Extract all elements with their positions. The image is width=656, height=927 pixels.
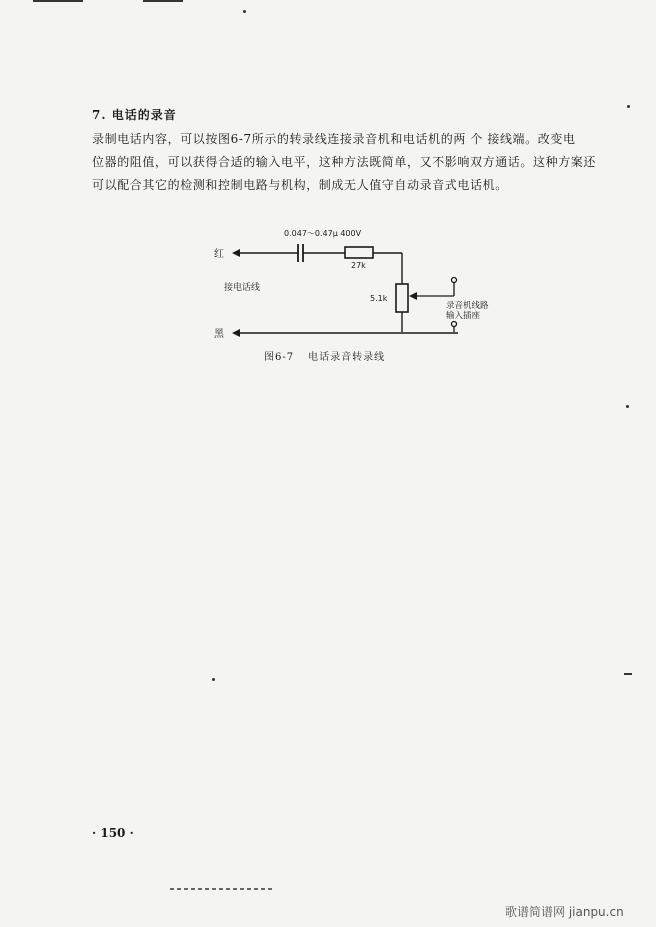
watermark: 歌谱简谱网 jianpu.cn [505,905,624,919]
paragraph-line: 位器的阻值，可以获得合适的输入电平，这种方法既简单，又不影响双方通话。这种方案还 [92,155,597,169]
red-wire-label: 红 [214,249,224,260]
black-wire-label: 黑 [214,329,224,340]
page-number: · 150 · [92,826,134,840]
scan-mark [33,0,83,2]
section-title: 7. 电话的录音 [92,108,177,122]
jack-terminal-icon [452,322,457,327]
footer-scan-noise [170,888,275,890]
phone-line-label: 接电话线 [224,283,261,293]
capacitor-label: 0.047～0.47μ 400V [284,229,362,238]
jack-terminal-icon [452,278,457,283]
scan-mark [143,0,183,2]
scan-dot [243,10,246,13]
potentiometer-symbol [396,284,408,312]
circuit-figure [210,222,510,362]
wiper-arrow-icon [409,292,417,300]
scan-dot [626,405,629,408]
scan-dot [212,678,215,681]
potentiometer-label: 5.1k [370,294,388,303]
figure-caption [264,348,385,363]
paragraph-line: 可以配合其它的检测和控制电路与机构，制成无人值守自动录音式电话机。 [92,178,508,192]
body-paragraph [92,128,597,197]
scan-mark [624,673,632,675]
recorder-label-line2: 输入插座 [446,311,481,321]
circuit-diagram [210,222,510,362]
resistor-label: 27k [351,261,366,270]
paragraph-line: 录制电话内容，可以按图6-7所示的转录线连接录音机和电话机的两 个 接线端。改变电 [92,132,576,146]
caption-title: 电话录音转录线 [308,352,386,363]
recorder-label-line1: 录音机线路 [446,301,489,311]
resistor-symbol [345,247,373,258]
caption-number: 图6-7 [264,352,295,363]
scan-dot [627,105,630,108]
